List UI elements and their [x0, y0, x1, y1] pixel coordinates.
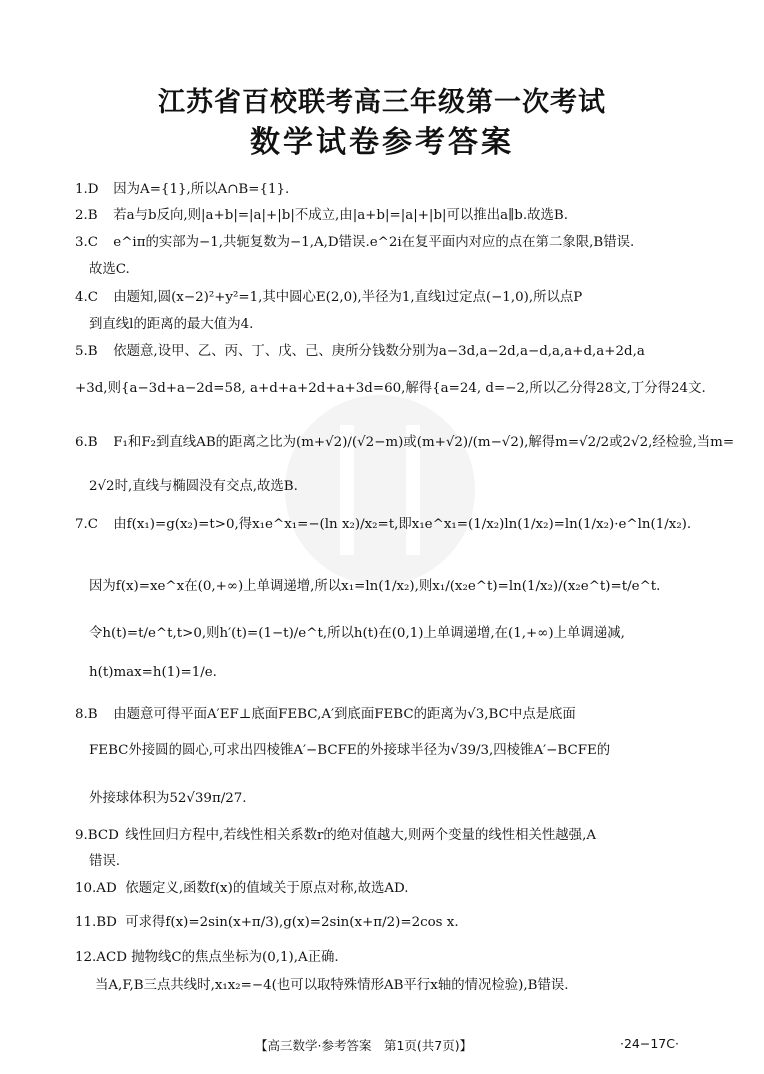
answer-text: 若a与b反向,则|a+b|=|a|+|b|不成立,由|a+b|=|a|+|b|可以推出a∥b.故选B.: [113, 208, 568, 223]
answer-line: [89, 664, 709, 682]
answer-text: F₁和F₂到直线AB的距离之比为(m+√2)/(√2−m)或(m+√2)/(m−√2),解得m=√2/2或2√2,经检验,当m=: [113, 435, 735, 450]
answer-text: 外接球体积为52√39π/27.: [89, 791, 247, 806]
answer-number: 5.B: [75, 344, 98, 359]
answer-number: 7.C: [75, 517, 99, 532]
page-subtitle: 数学试卷参考答案: [250, 125, 514, 160]
answer-text: 故选C.: [89, 262, 130, 277]
answer-text: 因为f(x)=xe^x在(0,+∞)上单调递增,所以x₁=ln(1/x₂),则x₁/(x₂e^t)=ln(1/x₂)/(x₂e^t)=t/e^t.: [89, 579, 661, 594]
answer-line: [75, 914, 695, 932]
answer-line: [89, 853, 709, 871]
answer-line: [75, 380, 706, 398]
answer-text: 令h(t)=t/e^t,t>0,则h′(t)=(1−t)/e^t,所以h(t)在(0,1)上单调递增,在(1,+∞)上单调递减,: [89, 626, 625, 641]
answer-text: 由f(x₁)=g(x₂)=t>0,得x₁e^x₁=−(ln x₂)/x₂=t,即x₁e^x₁=(1/x₂)ln(1/x₂)=ln(1/x₂)·e^ln(1/x₂).: [113, 517, 692, 532]
answer-line: [89, 625, 709, 643]
answer-line: [75, 343, 695, 361]
answer-text: 由题意可得平面A′EF⊥底面FEBC,A′到底面FEBC的距离为√3,BC中点是底面: [113, 707, 576, 722]
answer-number: 12.ACD: [75, 950, 127, 965]
answer-line: [75, 827, 695, 845]
answer-text: 错误.: [89, 854, 121, 869]
answer-line: [89, 578, 709, 596]
answer-line: [75, 434, 735, 452]
answer-text: 依题意,设甲、乙、丙、丁、戊、己、庚所分钱数分别为a−3d,a−2d,a−d,a,a+d,a+2d,a: [113, 344, 645, 359]
answer-text: 依题定义,函数f(x)的值域关于原点对称,故选AD.: [125, 881, 409, 896]
answer-line: [75, 234, 695, 252]
answer-text: 到直线l的距离的最大值为4.: [89, 317, 254, 332]
answer-text: 可求得f(x)=2sin(x+π/3),g(x)=2sin(x+π/2)=2cos x.: [125, 915, 459, 930]
answer-line: [95, 977, 715, 995]
answer-text: FEBC外接圆的圆心,可求出四棱锥A′−BCFE的外接球半径为√39/3,四棱锥A′−BCFE的: [89, 743, 611, 758]
answer-line: [75, 289, 695, 307]
answer-line: [75, 207, 695, 225]
answer-line: [75, 880, 695, 898]
answer-text: 抛物线C的焦点坐标为(0,1),A正确.: [131, 950, 339, 965]
page-footer-label: 【高三数学·参考答案 第1页(共7页)】: [255, 1038, 473, 1053]
answer-line: [75, 516, 695, 534]
answer-number: 1.D: [75, 182, 99, 197]
page-footer-code: ·24−17C·: [620, 1036, 679, 1051]
answer-text: 当A,F,B三点共线时,x₁x₂=−4(也可以取特殊情形AB平行x轴的情况检验),B错误.: [95, 978, 569, 993]
answer-number: 8.B: [75, 707, 98, 722]
answer-number: 6.B: [75, 435, 98, 450]
answer-line: [89, 316, 709, 334]
answer-text: 因为A={1},所以A∩B={1}.: [113, 182, 290, 197]
answer-line: [89, 790, 709, 808]
answer-line: [75, 181, 695, 199]
answer-number: 11.BD: [75, 915, 117, 930]
answer-text: e^iπ的实部为−1,共轭复数为−1,A,D错误.e^2i在复平面内对应的点在第二象限,B错误.: [113, 235, 635, 250]
answer-line: [75, 706, 695, 724]
answer-text: +3d,则{a−3d+a−2d=58, a+d+a+2d+a+3d=60,解得{a=24, d=−2,所以乙分得28文,丁分得24文.: [75, 381, 706, 396]
answer-line: [89, 261, 709, 279]
answer-number: 10.AD: [75, 881, 117, 896]
page-title: 江苏省百校联考高三年级第一次考试: [158, 87, 606, 118]
answer-number: 4.C: [75, 290, 99, 305]
answer-text: 线性回归方程中,若线性相关系数r的绝对值越大,则两个变量的线性相关性越强,A: [125, 828, 596, 843]
answer-text: h(t)max=h(1)=1/e.: [89, 665, 217, 680]
answer-line: [75, 949, 695, 967]
answer-number: 3.C: [75, 235, 99, 250]
answer-line: [89, 478, 709, 496]
answer-text: 由题知,圆(x−2)²+y²=1,其中圆心E(2,0),半径为1,直线l过定点(−1,0),所以点P: [113, 290, 583, 305]
answer-text: 2√2时,直线与椭圆没有交点,故选B.: [89, 479, 298, 494]
answer-number: 9.BCD: [75, 828, 119, 843]
answer-number: 2.B: [75, 208, 98, 223]
answer-line: [89, 742, 709, 760]
